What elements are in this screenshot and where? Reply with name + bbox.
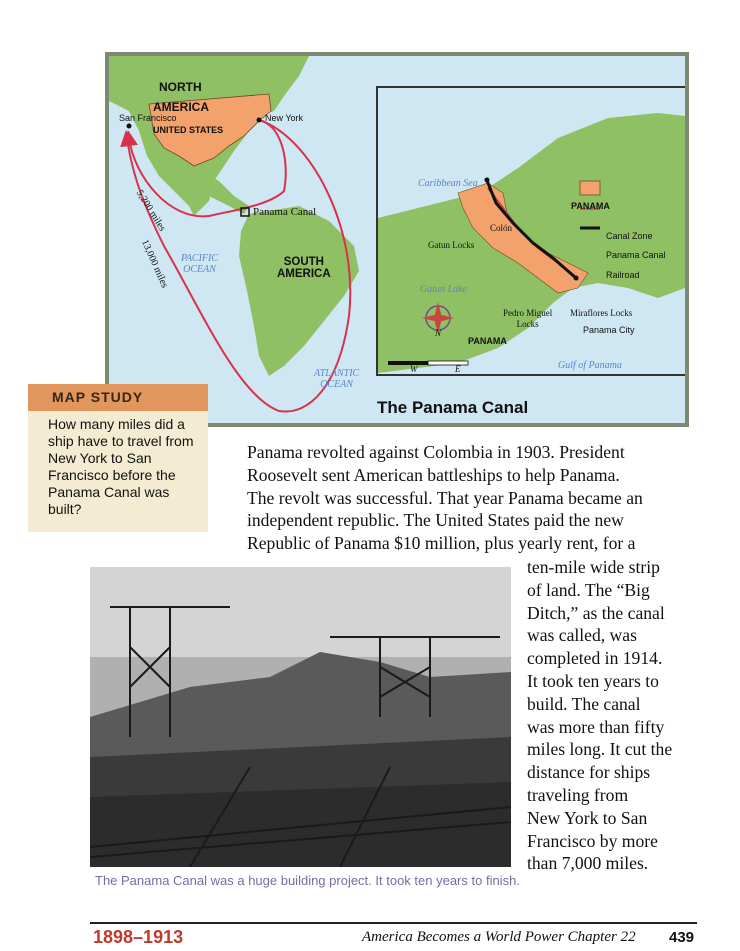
body-text-right bbox=[527, 556, 717, 875]
compass-e: E bbox=[455, 364, 461, 374]
label-north: NORTH bbox=[159, 80, 202, 94]
map-study-heading: MAP STUDY bbox=[28, 384, 208, 411]
photo-art bbox=[90, 567, 511, 867]
legend-panama-canal: Panama Canal bbox=[606, 250, 666, 260]
label-route-long: 13,000 miles bbox=[138, 238, 171, 290]
label-south-america: SOUTH AMERICA bbox=[277, 256, 331, 280]
legend-canal-zone: Canal Zone bbox=[606, 231, 653, 241]
body-line: traveling from bbox=[527, 784, 629, 805]
panama-inset-map bbox=[376, 86, 687, 376]
inset-caribbean-sea: Caribbean Sea bbox=[418, 178, 478, 189]
map-title: The Panama Canal bbox=[377, 398, 529, 417]
page-number: 439 bbox=[669, 929, 695, 946]
body-line: independent republic. The United States paid the new bbox=[247, 510, 624, 531]
label-route-short: 5,200 miles bbox=[133, 188, 168, 234]
footer-running-head: America Becomes a World Power Chapter 22 bbox=[362, 929, 636, 945]
inset-colon: Colón bbox=[490, 223, 513, 233]
label-united-states: UNITED STATES bbox=[153, 125, 224, 135]
body-line: New York to San bbox=[527, 807, 648, 828]
inset-panama-top: PANAMA bbox=[571, 201, 610, 211]
body-line: Republic of Panama $10 million, plus yearly rent, for a bbox=[247, 533, 636, 554]
footer-dates: 1898–1913 bbox=[93, 927, 184, 947]
body-line: distance for ships bbox=[527, 762, 651, 783]
body-line: of land. The “Big bbox=[527, 579, 650, 600]
body-text-top bbox=[247, 441, 687, 555]
canal-construction-photo bbox=[90, 567, 511, 867]
label-new-york: New York bbox=[265, 113, 304, 123]
inset-panama-mid: PANAMA bbox=[468, 336, 507, 346]
body-line: build. The canal bbox=[527, 693, 641, 714]
compass-n: N bbox=[435, 328, 442, 338]
body-line: Francisco by more bbox=[527, 830, 658, 851]
body-line: The revolt was successful. That year Panama became an bbox=[247, 487, 643, 508]
map-study-question: How many miles did a ship have to travel from New York to San Francisco before the Panama Canal was built? bbox=[48, 416, 194, 517]
body-line: It took ten years to bbox=[527, 670, 659, 691]
body-line: Roosevelt sent American battleships to help Panama. bbox=[247, 464, 620, 485]
inset-gatun-locks: Gatun Locks bbox=[428, 240, 475, 250]
inset-gatun-lake: Gatun Lake bbox=[420, 284, 467, 295]
body-line: Panama revolted against Colombia in 1903. President bbox=[247, 442, 625, 462]
inset-gulf-of-panama: Gulf of Panama bbox=[558, 360, 622, 371]
body-line: was called, was bbox=[527, 625, 637, 646]
inset-miraflores: Miraflores Locks bbox=[570, 308, 633, 318]
label-panama-canal: Panama Canal bbox=[253, 206, 317, 218]
photo-caption: The Panama Canal was a huge building project. It took ten years to finish. bbox=[95, 873, 520, 888]
label-san-francisco: San Francisco bbox=[119, 113, 177, 123]
footer-rule bbox=[90, 922, 697, 924]
label-atlantic-ocean: ATLANTIC OCEAN bbox=[314, 368, 360, 390]
legend-railroad: Railroad bbox=[606, 270, 640, 280]
body-line: was more than fifty bbox=[527, 716, 665, 737]
body-line: miles long. It cut the bbox=[527, 739, 673, 760]
body-line: than 7,000 miles. bbox=[527, 853, 649, 874]
compass-w: W bbox=[410, 364, 418, 374]
panama-canal-map bbox=[105, 52, 689, 427]
body-line: ten-mile wide strip bbox=[527, 557, 660, 577]
label-pacific-ocean: PACIFIC OCEAN bbox=[181, 253, 219, 275]
inset-pedro-miguel: Pedro Miguel Locks bbox=[503, 308, 553, 329]
label-america: AMERICA bbox=[153, 100, 209, 114]
map-study-box bbox=[28, 384, 208, 532]
body-line: completed in 1914. bbox=[527, 648, 663, 669]
body-line: Ditch,” as the canal bbox=[527, 602, 665, 623]
inset-panama-city: Panama City bbox=[583, 325, 635, 335]
